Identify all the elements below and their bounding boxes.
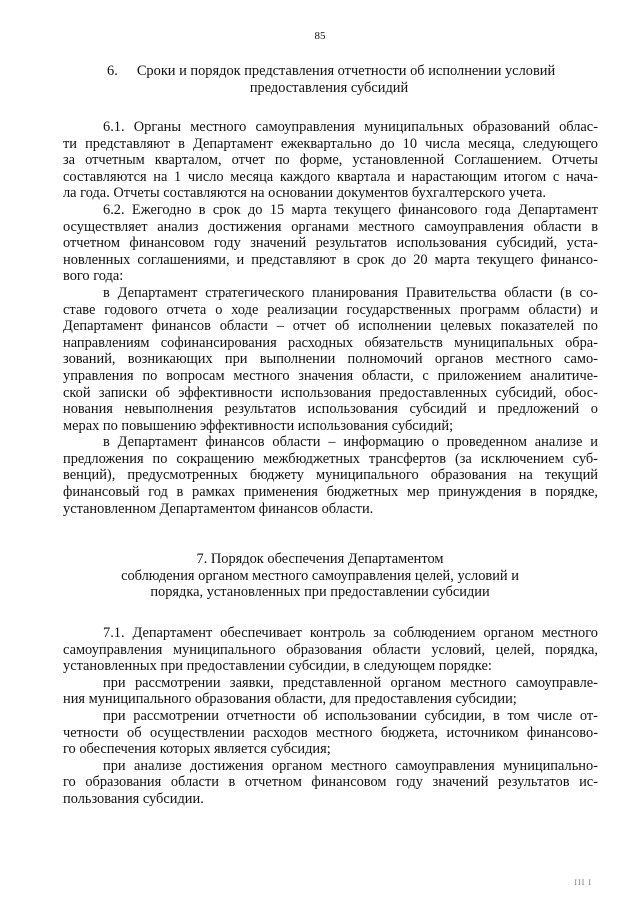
text-line: направлениям софинансирования расходных обязательств муниципальных обра- xyxy=(63,334,598,351)
section-6-heading xyxy=(0,63,640,96)
section-7-body xyxy=(63,625,598,808)
paragraph xyxy=(63,119,598,202)
text-line: зований, возникающих при выполнении полномочий органов местного само- xyxy=(63,351,598,368)
text-line: ла года. Отчеты составляются на основании документов бухгалтерского учета. xyxy=(63,185,546,202)
text-line: самоуправления муниципального образования области условий, целей, порядка, xyxy=(63,641,598,658)
section-7-title-line-1: 7. Порядок обеспечения Департаментом xyxy=(196,551,444,567)
paragraph xyxy=(63,202,598,285)
text-line: го образования области в отчетном финансовом году значений результатов ис- xyxy=(63,774,598,791)
text-line: мерах по повышению эффективности использования субсидий; xyxy=(63,417,454,434)
text-line: осуществляет анализ достижения органами местного самоуправления области в xyxy=(63,218,598,235)
page-number: 85 xyxy=(314,30,326,42)
section-6-number: 6. xyxy=(107,63,118,79)
text-line: четности об осуществлении расходов местного бюджета, источником финансово- xyxy=(63,724,598,741)
text-line: вого года: xyxy=(63,268,124,285)
paragraph xyxy=(63,285,598,434)
text-line: за отчетным кварталом, отчет по форме, установленной Соглашением. Отчеты xyxy=(63,152,598,169)
text-line: в Департамент стратегического планирования Правительства области (в со- xyxy=(103,284,598,301)
paragraph xyxy=(63,625,598,675)
text-line: управления по вопросам местного значения области, с приложением аналитиче- xyxy=(63,367,598,384)
paragraph xyxy=(63,758,598,808)
section-6-body xyxy=(63,119,598,517)
text-line: финансовый год в рамках применения бюджетных мер принуждения в порядке, xyxy=(63,484,598,501)
text-line: в Департамент финансов области – информацию о проведенном анализе и xyxy=(103,434,598,451)
section-6-title-line-2: предоставления субсидий xyxy=(249,79,409,96)
text-line: 6.1. Органы местного самоуправления муниципальных образований облас- xyxy=(103,119,598,135)
text-line: новленных соглашениями, и представляют в срок до 20 марта текущего финансо- xyxy=(63,251,598,268)
text-line: 7.1. Департамент обеспечивает контроль за соблюдением органом местного xyxy=(103,625,598,641)
text-line: венций), предусмотренных бюджету муниципального образования на текущий xyxy=(63,467,598,484)
text-line: нования невыполнения результатов использования субсидий и предложений о xyxy=(63,401,598,418)
text-line: ния муниципального образования области, для предоставления субсидии; xyxy=(63,691,517,708)
section-7-title-line-2: соблюдения органом местного самоуправления целей, условий и xyxy=(121,567,519,584)
text-line: 6.2. Ежегодно в срок до 15 марта текущего финансового года Департамент xyxy=(103,201,598,218)
footer-mark: III I xyxy=(574,878,592,887)
text-line: предложения по сокращению межбюджетных трансфертов (за исключением суб- xyxy=(63,450,598,467)
section-7-heading xyxy=(0,551,640,601)
paragraph xyxy=(63,708,598,758)
paragraph xyxy=(63,434,598,517)
text-line: пользования субсидии. xyxy=(63,790,204,807)
text-line: ской записки об эффективности использования предоставленных субсидий, обос- xyxy=(63,384,598,401)
text-line: ти представляют в Департамент ежеквартально до 10 числа месяца, следующего xyxy=(63,135,598,152)
text-line: установленном Департаментом финансов области. xyxy=(63,500,374,517)
text-line: при рассмотрении отчетности об использовании субсидии, в том числе от- xyxy=(103,707,598,724)
section-7-title-line-3: порядка, установленных при предоставлении субсидии xyxy=(150,584,490,600)
text-line: при анализе достижения органом местного самоуправления муниципально- xyxy=(103,757,598,774)
text-line: составляются на 1 число месяца каждого квартала и нарастающим итогом с нача- xyxy=(63,168,598,185)
text-line: го обеспечения которых является субсидия; xyxy=(63,741,331,758)
text-line: установленных при предоставлении субсидии, в следующем порядке: xyxy=(63,658,492,675)
text-line: при рассмотрении заявки, представленной органом местного самоуправле- xyxy=(103,674,598,691)
paragraph xyxy=(63,675,598,708)
text-line: Департамент финансов области – отчет об исполнении целевых показателей по xyxy=(63,318,598,335)
section-6-title-line-1: Сроки и порядок представления отчетности об исполнении условий xyxy=(136,63,556,79)
text-line: отчетном финансовом году значений результатов использования субсидий, уста- xyxy=(63,235,598,252)
text-line: ставе годового отчета о ходе реализации государственных программ области) и xyxy=(63,301,598,318)
